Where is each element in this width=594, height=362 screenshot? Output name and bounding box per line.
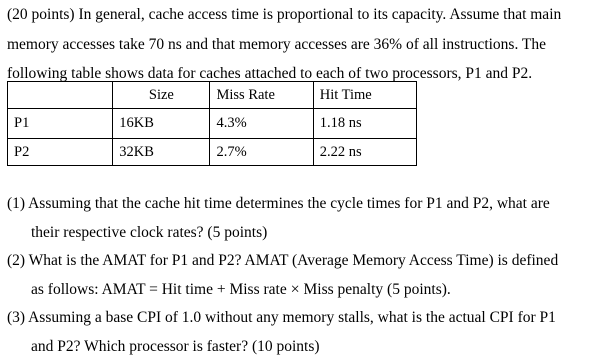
table-header-row [8, 82, 417, 109]
intro-line: (20 points) In general, cache access time is proportional to its capacity. Assume that main [7, 6, 562, 23]
cell-hit-time: 2.22 ns [313, 139, 416, 166]
question-text-cont [7, 276, 594, 305]
problem-intro [7, 0, 594, 89]
cell-miss-rate: 4.3% [210, 109, 313, 139]
cell-miss-rate: 2.7% [210, 139, 313, 166]
table-row [8, 109, 417, 139]
question-text: (3) Assuming a base CPI of 1.0 without any memory stalls, what is the actual CPI for P1 [7, 309, 556, 327]
question-2 [7, 247, 594, 304]
header-cell-empty [8, 82, 113, 109]
question-text-cont: and P2? Which processor is faster? (10 points) [31, 337, 320, 355]
table-row [8, 139, 417, 166]
intro-line: following table shows data for caches attached to each of two processors, P1 and P2. [7, 65, 533, 82]
cell-size: 16KB [113, 109, 210, 139]
header-cell-miss-rate: Miss Rate [210, 82, 313, 109]
question-text: (1) Assuming that the cache hit time determines the cycle times for P1 and P2, what are [7, 195, 550, 212]
header-cell-size: Size [113, 82, 210, 109]
amat-formula-prefix: as follows: AMAT = Hit time + Miss rate [31, 280, 291, 298]
question-list [7, 190, 594, 362]
question-text-cont: their respective clock rates? (5 points) [31, 223, 268, 241]
cache-data-table [7, 81, 417, 166]
cell-size: 32KB [113, 139, 210, 166]
amat-formula-suffix: Miss penalty (5 points). [299, 280, 451, 298]
cell-processor: P1 [8, 109, 113, 139]
intro-line: memory accesses take 70 ns and that memory accesses are 36% of all instructions. The [7, 35, 547, 53]
question-3 [7, 304, 594, 361]
question-1 [7, 190, 594, 247]
cell-processor: P2 [8, 139, 113, 166]
question-text: (2) What is the AMAT for P1 and P2? AMAT (Average Memory Access Time) is defined [7, 252, 559, 270]
cell-hit-time: 1.18 ns [313, 109, 416, 139]
header-cell-hit-time: Hit Time [313, 82, 416, 109]
multiply-symbol: × [290, 280, 300, 298]
